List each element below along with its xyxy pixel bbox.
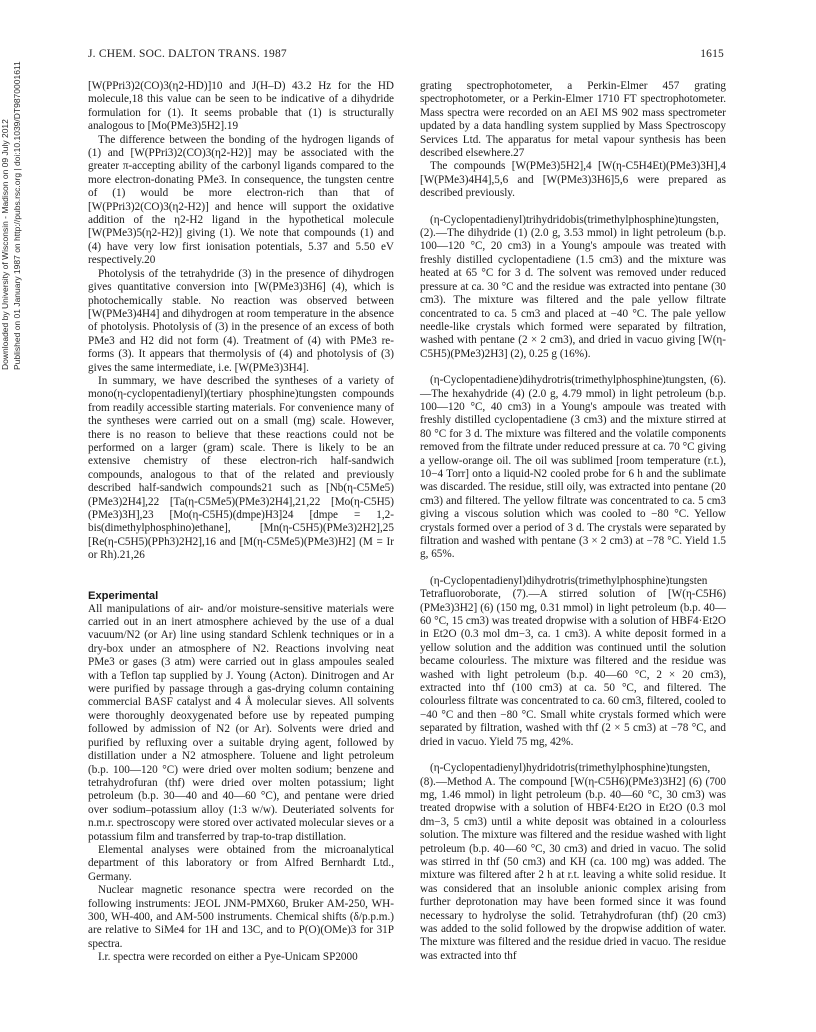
paragraph: [W(PPri3)2(CO)3(η2-HD)]10 and J(H–D) 43.2 Hz for the HD molecule,18 this value can be seen to be indicative of a dihydride formulation for (1). It seems probable that (1) is structurally analogous to [Mo(PMe3)5H2].19 [88, 80, 394, 133]
paragraph: Photolysis of the tetrahydride (3) in the presence of dihydrogen gives quantitative conversion into [W(PMe3)3H6] (4), which is photochemically stable. No reaction was observed between [W(PMe3)4H4] and dihydrogen at room temperature in the absence of photolysis. Photolysis of (3) in the presence of an excess of both PMe3 and H2 did not form (4). Treatment of (4) with PMe3 re-forms (3). It appears that thermolysis of (4) and photolysis of (3) gives the same intermediate, i.e. [W(PMe3)3H4]. [88, 267, 394, 374]
paragraph: grating spectrophotometer, a Perkin-Elmer 457 grating spectrophotometer, or a Perkin-Elmer 1710 FT spectrophotometer. Mass spectra were recorded on an AEI MS 902 mass spectrometer updated by a data handling system supplied by Mass Spectroscopy Services Ltd. The apparatus for metal vapour synthesis has been described elsewhere.27 [420, 80, 726, 160]
right-column [420, 80, 726, 963]
section-heading-experimental: Experimental [88, 589, 159, 602]
paragraph: The compounds [W(PMe3)5H2],4 [W(η-C5H4Et)(PMe3)3H],4 [W(PMe3)4H4],5,6 and [W(PMe3)3H6]5,6 were prepared as described previously. [420, 160, 726, 200]
left-column [88, 80, 394, 965]
page-number: 1615 [700, 48, 724, 60]
paragraph: In summary, we have described the syntheses of a variety of mono(η-cyclopentadienyl)(tertiary phosphine)tungsten compounds from readily accessible starting materials. For convenience many of the syntheses were carried out on a small (mg) scale. However, there is no reason to believe that these reactions could not be performed on a larger (gram) scale. There is likely to be an extensive chemistry of these electron-rich half-sandwich compounds, analogous to that of the related and previously described half-sandwich compounds21 such as [Nb(η-C5Me5)(PMe3)2H4],22 [Ta(η-C5Me5)(PMe3)2H4],21,22 [Mo(η-C5H5)(PMe3)3H],23 [Mo(η-C5H5)(dmpe)H3]24 [dmpe = 1,2-bis(dimethylphosphino)ethane], [Mn(η-C5H5)(PMe3)2H2],25 [Re(η-C5H5)(PPh3)2H2],16 and [M(η-C5Me5)(PMe3)H2] (M = Ir or Rh).21,26 [88, 374, 394, 562]
download-sidebar [0, 40, 24, 680]
paragraph: Nuclear magnetic resonance spectra were recorded on the following instruments: JEOL JNM-PMX60, Bruker AM-250, WH-300, WH-400, and AM-500 instruments. Chemical shifts (δ/p.p.m.) are relative to SiMe4 for 1H and 13C, and to P(O)(OMe)3 for 31P spectra. [88, 884, 394, 950]
compound-8-procedure: (η-Cyclopentadienyl)hydridotris(trimethylphosphine)tungsten, (8).—Method A. The compound [W(η-C5H6)(PMe3)3H2] (6) (700 mg, 1.46 mmol) in light petroleum (b.p. 40—60 °C, 30 cm3) was treated dropwise with a solution of HBF4·Et2O in Et2O (0.3 mol dm−3, 5 cm3) until a white deposit was obtained in a colourless solution. The mixture was filtered and the residue washed with light petroleum (b.p. 40—60 °C, 30 cm3) and dried in vacuo. The solid was stirred in thf (50 cm3) and KH (ca. 100 mg) was added. The mixture was filtered after 2 h at r.t. leaving a white solid residue. It was considered that an insoluble anionic complex arising from further deprotonation may have been formed since it was found necessary to hydrolyse the solid. Tetrahydrofuran (thf) (20 cm3) was added to the solid followed by the dropwise addition of water. The mixture was filtered and the residue dried in vacuo. The residue was extracted into thf [420, 762, 726, 962]
compound-6-procedure: (η-Cyclopentadiene)dihydrotris(trimethylphosphine)tungsten, (6).—The hexahydride (4) (2.0 g, 4.79 mmol) in light petroleum (b.p. 100—120 °C, 40 cm3) in a Young's ampoule was treated with freshly distilled cyclopentadiene (3 cm3) and the mixture stirred at 80 °C for 3 d. The mixture was filtered and the volatile components removed from the filtrate under reduced pressure at ca. 70 °C giving a yellow-orange oil. The oil was sublimed [room temperature (r.t.), 10−4 Torr] onto a liquid-N2 cooled probe for 6 h and the sublimate was discarded. The residue, still oily, was extracted into pentane (20 cm3) and filtered. The yellow filtrate was concentrated to ca. 5 cm3 giving a viscous solution which was cooled to −80 °C. Yellow crystals formed over a period of 3 d. The crystals were separated by filtration and washed with pentane (3 × 2 cm3) at −78 °C. Yield 1.5 g, 65%. [420, 374, 726, 561]
paragraph: Elemental analyses were obtained from the microanalytical department of this laboratory or from Alfred Bernhardt Ltd., Germany. [88, 843, 394, 883]
paragraph: I.r. spectra were recorded on either a Pye-Unicam SP2000 [98, 951, 358, 964]
sidebar-downloaded-line: Downloaded by University of Wisconsin - Madison on 09 July 2012 [0, 119, 10, 370]
sidebar-published-line[interactable]: Published on 01 January 1987 on http://pubs.rsc.org | doi:10.1039/DT9870001611 [12, 61, 22, 370]
compound-7-procedure: (η-Cyclopentadienyl)dihydrotris(trimethylphosphine)tungsten Tetrafluoroborate, (7).—A stirred solution of [W(η-C5H6)(PMe3)3H2] (6) (150 mg, 0.31 mmol) in light petroleum (b.p. 40—60 °C, 15 cm3) was treated dropwise with a solution of HBF4·Et2O in Et2O (0.3 mol dm−3, ca. 1 cm3). A white deposit formed in a yellow solution and the addition was continued until the solution became colourless. The mixture was filtered and the residue was washed with light petroleum (b.p. 40—60 °C, 2 × 20 cm3), extracted into thf (100 cm3) at ca. 50 °C, and filtered. The colourless filtrate was concentrated to ca. 60 cm3, filtered, cooled to −40 °C and then −80 °C. Small white crystals formed which were separated by filtration, washed with thf (2 × 5 cm3) at −78 °C, and dried in vacuo. Yield 75 mg, 42%. [420, 574, 726, 748]
compound-2-procedure: (η-Cyclopentadienyl)trihydridobis(trimethylphosphine)tungsten, (2).—The dihydride (1) (2.0 g, 3.53 mmol) in light petroleum (b.p. 100—120 °C, 20 cm3) in a Young's ampoule was treated with freshly distilled cyclopentadiene (1.5 cm3) and the mixture was heated at 65 °C for 3 d. The solvent was removed under reduced pressure at ca. 30 °C and the residue was extracted into pentane (30 cm3). The mixture was filtered and the pale yellow filtrate concentrated to ca. 5 cm3 and placed at −40 °C. The pale yellow needle-like crystals which formed were separated by filtration, washed with pentane (2 × 2 cm3), and dried in vacuo giving [W(η-C5H5)(PMe3)2H3] (2), 0.25 g (16%). [420, 213, 726, 360]
running-head [88, 48, 724, 64]
paragraph: The difference between the bonding of the hydrogen ligands of (1) and [W(PPri3)2(CO)3(η2-H2)] may be associated with the greater π-accepting ability of the carbonyl ligands compared to the more electron-donating PMe3. In consequence, the tungsten centre of (1) would be more electron-rich than that of [W(PPri3)2(CO)3(η2-H2)] and hence will support the oxidative addition of the η2-H2 ligand in the hypothetical molecule [W(PMe3)5(η2-H2)] giving (1). We note that compounds (1) and (4) have very low first ionisation potentials, 5.37 and 5.50 eV respectively.20 [88, 133, 394, 267]
paragraph: All manipulations of air- and/or moisture-sensitive materials were carried out in an inert atmosphere achieved by the use of a dual vacuum/N2 (or Ar) line using standard Schlenk techniques or in a dry-box under an atmosphere of N2. Reactions involving neat PMe3 or gases (3 atm) were carried out in glass ampoules sealed with a Teflon tap supplied by J. Young (Acton). Dinitrogen and Ar were purified by passage through a gas-drying column containing commercial BASF catalyst and 4 Å molecular sieves. All solvents were thoroughly deoxygenated before use by repeated pumping followed by admission of N2 (or Ar). Solvents were dried and purified by refluxing over a suitable drying agent, followed by distillation under a N2 atmosphere. Toluene and light petroleum (b.p. 100—120 °C) were dried over molten sodium; benzene and tetrahydrofuran (thf) were dried over molten potassium; light petroleum (b.p. 30—40 and 40—60 °C), and pentane were dried over sodium–potassium alloy (1:3 w/w). Deuteriated solvents for n.m.r. spectroscopy were stored over activated molecular sieves or a potassium film and transferred by trap-to-trap distillation. [88, 602, 394, 843]
journal-title: J. CHEM. SOC. DALTON TRANS. 1987 [88, 48, 287, 60]
